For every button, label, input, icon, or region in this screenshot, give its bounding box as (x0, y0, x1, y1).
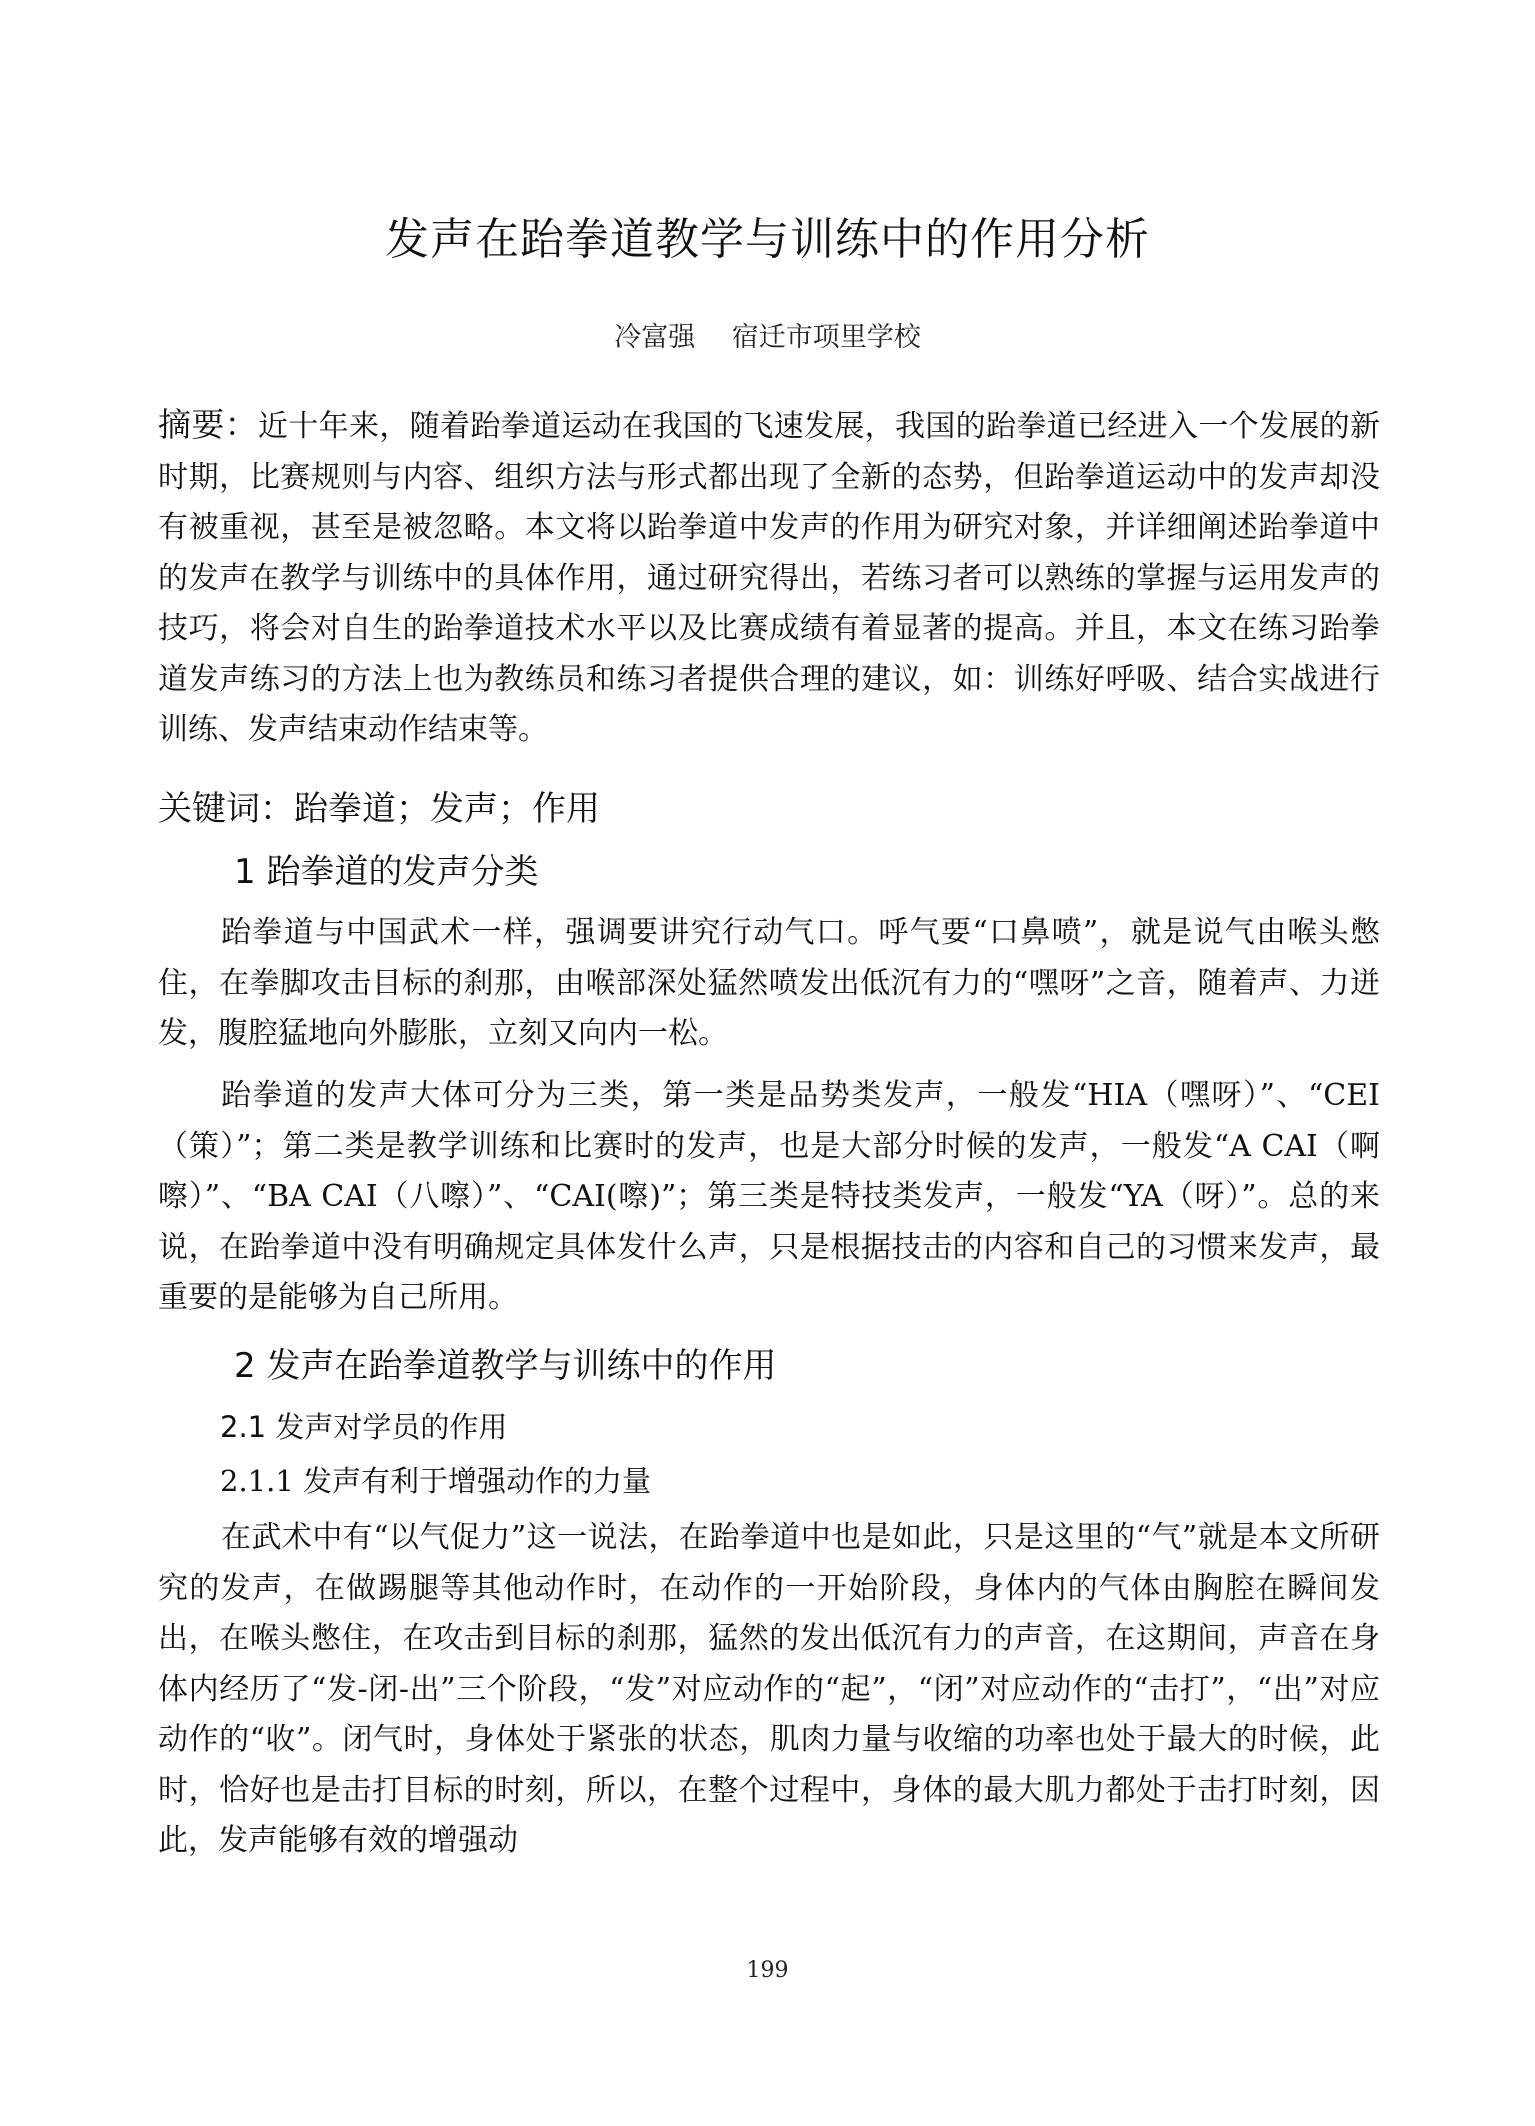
page-number: 199 (746, 1958, 789, 1983)
subsection-2-1-1-heading: 2.1.1 发声有利于增强动作的力量 (220, 1464, 652, 1498)
author-affiliation: 宿迁市项里学校 (731, 322, 921, 353)
abstract-text: 近十年来，随着跆拳道运动在我国的飞速发展，我国的跆拳道已经进入一个发展的新时期，比赛规则与内容、组织方法与形式都出现了全新的态势，但跆拳道运动中的发声却没有被重视，甚至是被忽略。本文将以跆拳道中发声的作用为研究对象，并详细阐述跆拳道中的发声在教学与训练中的具体作用，通过研究得出，若练习者可以熟练的掌握与运用发声的技巧，将会对自生的跆拳道技术水平以及比赛成绩有着显著的提高。并且，本文在练习跆拳道发声练习的方法上也为教练员和练习者提供合理的建议，如：训练好呼吸、结合实战进行训练、发声结束动作结束等。 (158, 409, 1380, 747)
section-1-paragraph-1: 跆拳道与中国武术一样，强调要讲究行动气口。呼气要“口鼻喷”，就是说气由喉头憋住，在拳脚攻击目标的刹那，由喉部深处猛然喷发出低沉有力的“嘿呀”之音，随着声、力迸发，腹腔猛地向外膨胀，立刻又向内一松。 (158, 915, 1380, 1051)
subsection-2-1-heading: 2.1 发声对学员的作用 (220, 1410, 508, 1444)
paper-title: 发声在跆拳道教学与训练中的作用分析 (385, 214, 1150, 265)
author-name: 冷富强 (614, 322, 696, 353)
abstract (158, 400, 1380, 756)
section-2-paragraph-1: 在武术中有“以气促力”这一说法，在跆拳道中也是如此，只是这里的“气”就是本文所研究的发声，在做踢腿等其他动作时，在动作的一开始阶段，身体内的气体由胸腔在瞬间发出，在喉头憋住，在攻击到目标的刹那，猛然的发出低沉有力的声音，在这期间，声音在身体内经历了“发-闭-出”三个阶段，“发”对应动作的“起”，“闭”对应动作的“击打”，“出”对应动作的“收”。闭气时，身体处于紧张的状态，肌肉力量与收缩的功率也处于最大的时候，此时，恰好也是击打目标的时刻，所以，在整个过程中，身体的最大肌力都处于击打时刻，因此，发声能够有效的增强动 (158, 1520, 1380, 1858)
abstract-label: 摘要： (158, 405, 258, 444)
section-1-heading: 1 跆拳道的发声分类 (234, 852, 539, 892)
author-line (0, 318, 1535, 358)
keywords: 关键词：跆拳道；发声；作用 (158, 789, 600, 829)
section-1-paragraph-2: 跆拳道的发声大体可分为三类，第一类是品势类发声，一般发“HIA（嘿呀）”、“CEI（策）”；第二类是教学训练和比赛时的发声，也是大部分时候的发声，一般发“A CAI（啊嚓）”、“BA CAI（八嚓）”、“CAI(嚓)”；第三类是特技类发声，一般发“YA（呀）”。总的来说，在跆拳道中没有明确规定具体发什么声，只是根据技击的内容和自己的习惯来发声，最重要的是能够为自己所用。 (158, 1078, 1380, 1315)
section-2-heading: 2 发声在跆拳道教学与训练中的作用 (234, 1346, 777, 1386)
